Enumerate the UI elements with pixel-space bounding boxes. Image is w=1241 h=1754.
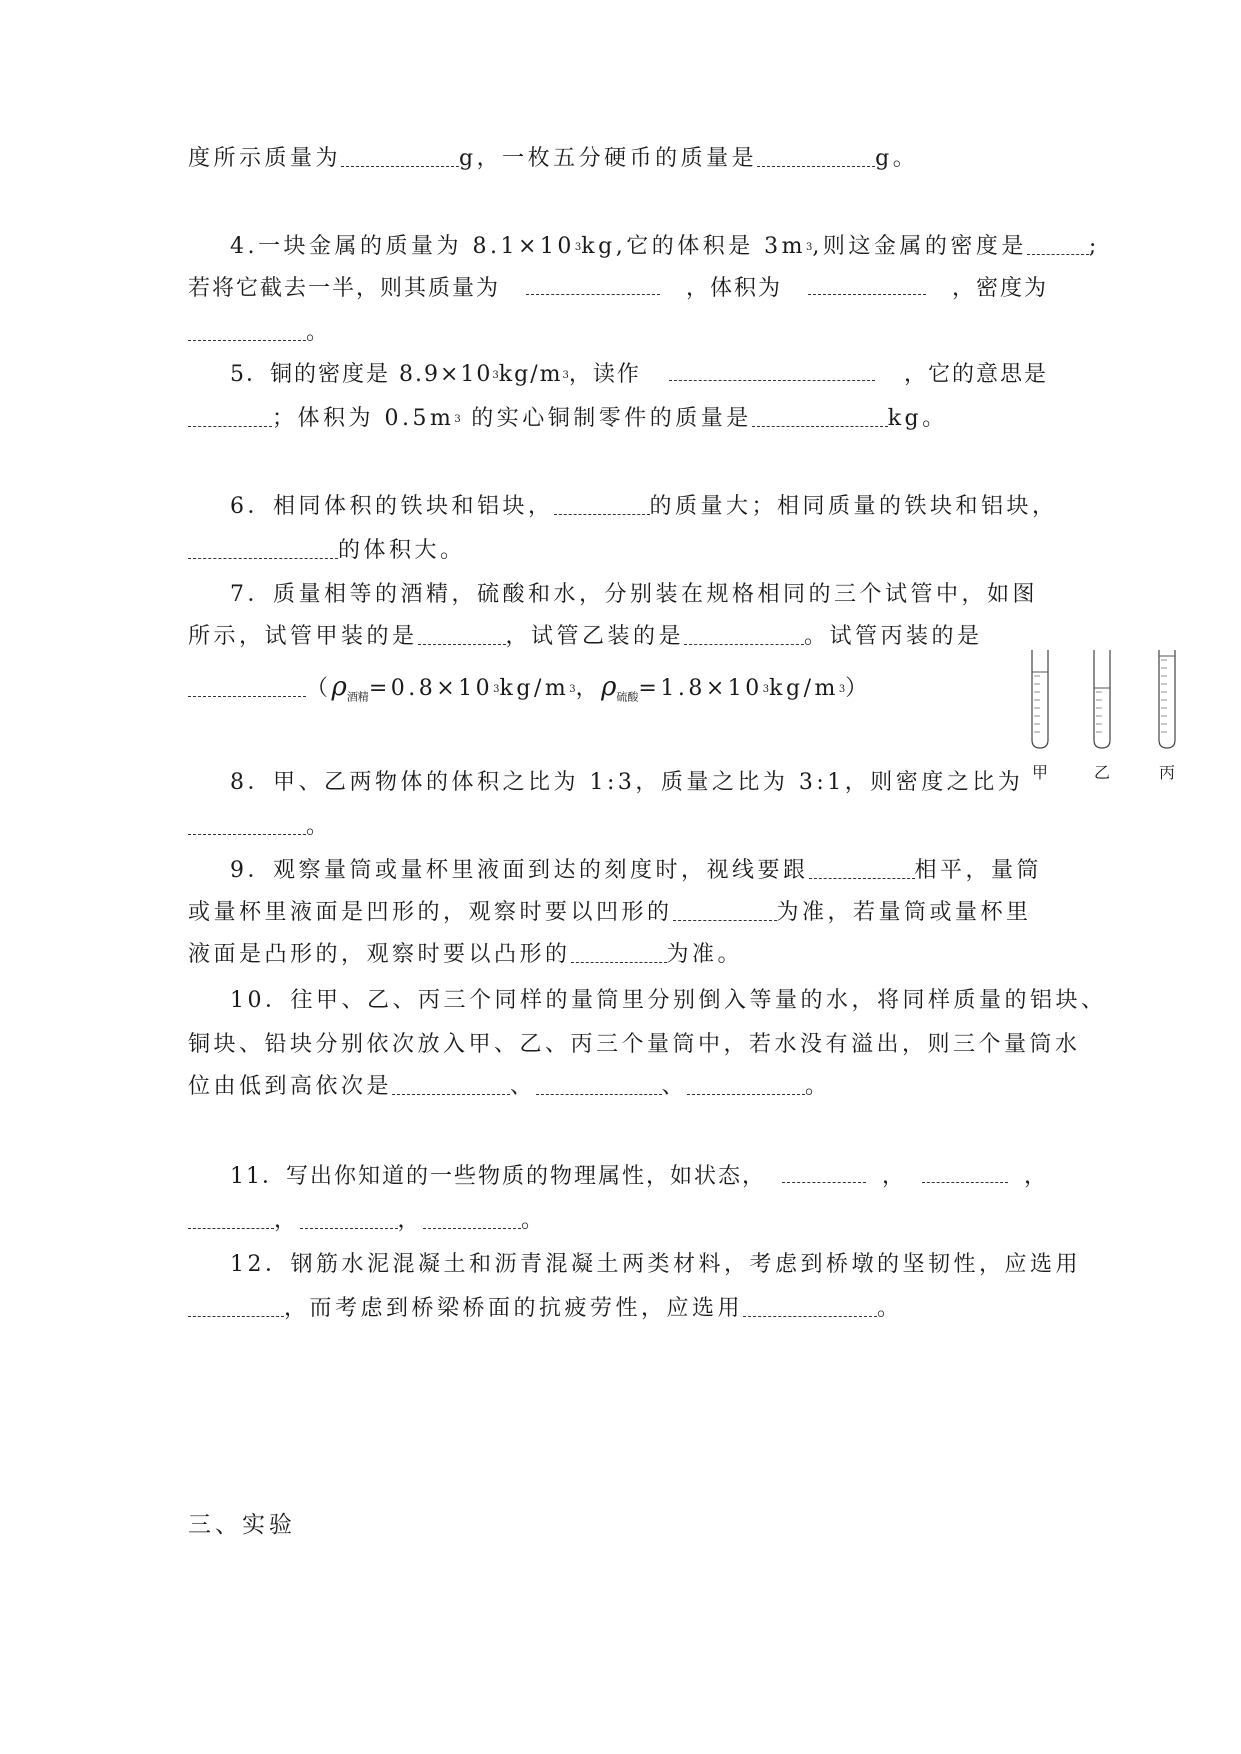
answer-blank[interactable]: [808, 274, 926, 295]
question-7-line2: 所示，试管甲装的是 ，试管乙装的是 。试管丙装的是: [188, 624, 983, 649]
question-7: 7．质量相等的酒精，硫酸和水，分别装在规格相同的三个试管中，如图: [230, 582, 1038, 607]
question-5: 5．铜的密度是 $8.9\times 10^3kg/m^3$，读作 ，它的意思是: [230, 362, 1048, 387]
question-11-line2: ， ， 。: [188, 1206, 1048, 1236]
question-4: 4.一块金属的质量为 $8.1\times 10^3kg$,它的体积是 $3m^3$,则这金属的密度是 ;: [230, 234, 1100, 259]
answer-blank[interactable]: [300, 1208, 398, 1229]
answer-blank[interactable]: [687, 1074, 805, 1095]
tube-label-bing: 丙: [1158, 763, 1175, 782]
answer-blank[interactable]: [392, 1074, 510, 1095]
question-11: 11．写出你知道的一些物质的物理属性，如状态， ， ，: [230, 1164, 1048, 1189]
section-title: 三、实验: [188, 1512, 296, 1538]
question-5-line2: ；体积为 $0.5m^3$ 的实心铜制零件的质量是 kg。: [188, 404, 1048, 434]
question-6: 6．相同体积的铁块和铝块， 的质量大；相同质量的铁块和铝块，: [230, 494, 1058, 519]
answer-blank[interactable]: [743, 1296, 877, 1317]
answer-blank[interactable]: [341, 146, 459, 167]
answer-blank[interactable]: [752, 406, 888, 427]
answer-blank[interactable]: [684, 624, 804, 645]
answer-blank[interactable]: [554, 494, 650, 515]
question-8: 8．甲、乙两物体的体积之比为 1:3，质量之比为 3:1，则密度之比为: [230, 770, 1024, 795]
answer-blank[interactable]: [757, 146, 875, 167]
question-9-line3: 液面是凸形的，观察时要以凸形的 为准。: [188, 942, 744, 967]
answer-blank[interactable]: [423, 1208, 521, 1229]
answer-blank[interactable]: [922, 1162, 1008, 1183]
question-12-line2: ，而考虑到桥梁桥面的抗疲劳性，应选用 。: [188, 1294, 1048, 1324]
answer-blank[interactable]: [188, 676, 306, 697]
answer-blank[interactable]: [188, 406, 272, 427]
test-tubes-figure: [1024, 648, 1224, 788]
question-4-line2: 若将它截去一半，则其质量为 ，体积为 ，密度为: [188, 276, 1048, 301]
question-10-line2: 铜块、铅块分别依次放入甲、乙、丙三个量筒中，若水没有溢出，则三个量筒水: [188, 1032, 1081, 1057]
answer-blank[interactable]: [1027, 234, 1089, 255]
answer-blank[interactable]: [809, 858, 915, 879]
answer-blank[interactable]: [536, 1074, 662, 1095]
question-10: 10．往甲、乙、丙三个同样的量筒里分别倒入等量的水，将同样质量的铝块、: [230, 988, 1107, 1013]
answer-blank[interactable]: [673, 900, 777, 921]
question-9: 9．观察量筒或量杯里液面到达的刻度时，视线要跟 相平，量筒: [230, 858, 1043, 883]
answer-blank[interactable]: [188, 320, 306, 341]
answer-blank[interactable]: [571, 942, 667, 963]
answer-blank[interactable]: [782, 1162, 866, 1183]
q3-continuation: 度所示质量为 g，一枚五分硬币的质量是 g。: [188, 146, 919, 171]
answer-blank[interactable]: [188, 1208, 274, 1229]
question-10-line3: 位由低到高依次是 、 、 。: [188, 1074, 831, 1099]
question-6-line2: 的体积大。: [188, 536, 1048, 566]
test-tubes-illustration: [1024, 648, 1224, 758]
answer-blank[interactable]: [188, 538, 338, 559]
answer-blank[interactable]: [188, 814, 306, 835]
answer-blank[interactable]: [669, 360, 875, 381]
answer-blank[interactable]: [526, 274, 660, 295]
question-4-line3: 。: [188, 318, 1048, 348]
answer-blank[interactable]: [418, 624, 506, 645]
question-9-line2: 或量杯里液面是凹形的，观察时要以凹形的 为准，若量筒或量杯里: [188, 900, 1032, 925]
tube-label-jia: 甲: [1031, 763, 1048, 782]
question-7-line3: （$\rho_{酒精}=0.8\times 10^3kg/m^3$，$\rho_{硫酸}=1.8\times 10^3kg/m^3$）: [188, 672, 988, 704]
answer-blank[interactable]: [188, 1296, 284, 1317]
question-8-line2: 。: [188, 812, 1048, 842]
question-12: 12．钢筋水泥混凝土和沥青混凝土两类材料，考虑到桥墩的坚韧性，应选用: [230, 1252, 1081, 1277]
tube-label-yi: 乙: [1093, 763, 1110, 782]
